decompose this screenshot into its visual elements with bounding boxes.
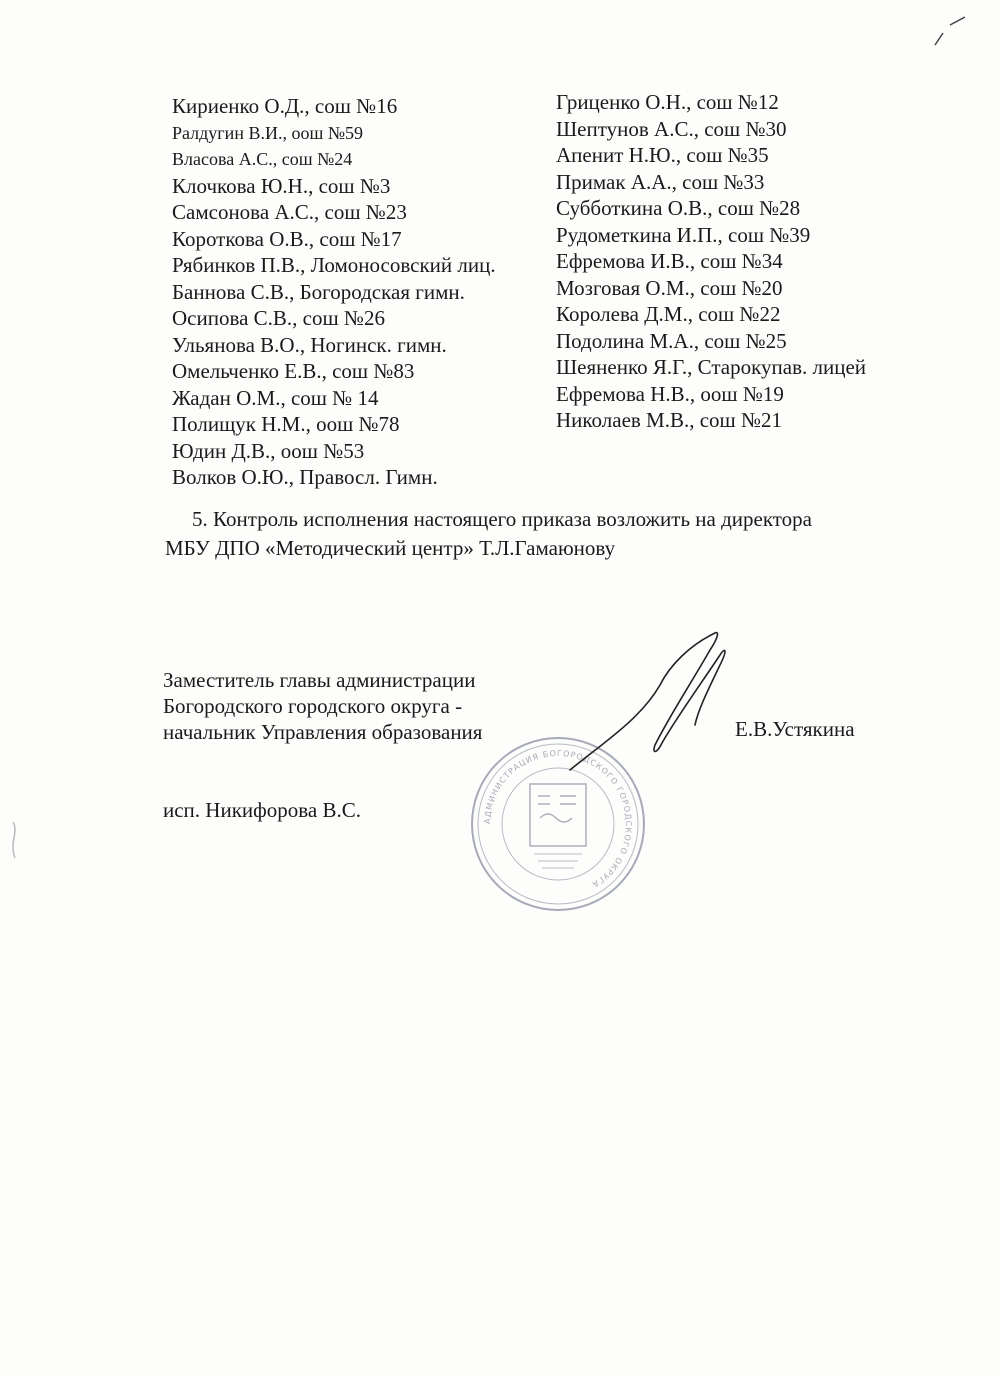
paragraph-item-5 — [165, 505, 895, 563]
scan-edge-mark — [5, 820, 25, 860]
stamp-text: АДМИНИСТРАЦИЯ БОГОРОДСКОГО ГОРОДСКОГО ОКРУГА — [482, 748, 634, 890]
list-item: Баннова С.В., Богородская гимн. — [172, 279, 465, 304]
list-item: Гриценко О.Н., сош №12 — [556, 90, 779, 114]
signatory-position — [163, 667, 482, 745]
list-item: Ульянова В.О., Ногинск. гимн. — [172, 332, 447, 357]
list-item: Шептунов А.С., сош №30 — [556, 116, 787, 141]
list-item: Николаев М.В., сош №21 — [556, 408, 783, 432]
list-item: Юдин Д.В., оош №53 — [172, 438, 365, 463]
list-item: Самсонова А.С., сош №23 — [172, 200, 407, 224]
list-item: Шеяненко Я.Г., Старокупав. лицей — [556, 355, 867, 379]
item5-line2: МБУ ДПО «Методический центр» Т.Л.Гамаюнову — [165, 536, 616, 560]
handwritten-signature — [560, 625, 750, 775]
list-item: Подолина М.А., сош №25 — [556, 328, 787, 353]
list-item: Апенит Н.Ю., сош №35 — [556, 143, 769, 167]
list-item: Короткова О.В., сош №17 — [172, 226, 402, 251]
list-item: Ралдугин В.И., оош №59 — [172, 122, 363, 143]
list-item: Примак А.А., сош №33 — [556, 169, 765, 194]
corner-pencil-mark — [925, 15, 965, 50]
list-item: Осипова С.В., сош №26 — [172, 306, 385, 330]
list-item: Рябинков П.В., Ломоносовский лиц. — [172, 253, 496, 277]
signatory-name: Е.В.Устякина — [735, 717, 855, 741]
list-item: Рудометкина И.П., сош №39 — [556, 222, 811, 247]
list-item: Ефремова Н.В., оош №19 — [556, 381, 784, 406]
item5-line1: 5. Контроль исполнения настоящего приказа возложить на директора — [192, 507, 813, 531]
list-item: Жадан О.М., сош № 14 — [172, 385, 379, 410]
list-item: Кириенко О.Д., сош №16 — [172, 94, 398, 118]
participants-list-left — [172, 93, 496, 491]
list-item: Ефремова И.В., сош №34 — [556, 249, 783, 273]
signatory-line2: Богородского городского округа - — [163, 694, 463, 718]
list-item: Королева Д.М., сош №22 — [556, 302, 781, 326]
signatory-line3: начальник Управления образования — [163, 720, 483, 744]
list-item: Мозговая О.М., сош №20 — [556, 275, 783, 300]
participants-list-right — [556, 89, 866, 434]
list-item: Власова А.С., сош №24 — [172, 149, 353, 169]
list-item: Субботкина О.В., сош №28 — [556, 196, 801, 220]
list-item: Волков О.Ю., Правосл. Гимн. — [172, 465, 438, 489]
list-item: Клочкова Ю.Н., сош №3 — [172, 173, 391, 198]
signatory-line1: Заместитель главы администрации — [163, 668, 476, 692]
list-item: Омельченко Е.В., сош №83 — [172, 359, 415, 383]
list-item: Полищук Н.М., оош №78 — [172, 412, 400, 436]
executor-note: исп. Никифорова В.С. — [163, 798, 361, 822]
